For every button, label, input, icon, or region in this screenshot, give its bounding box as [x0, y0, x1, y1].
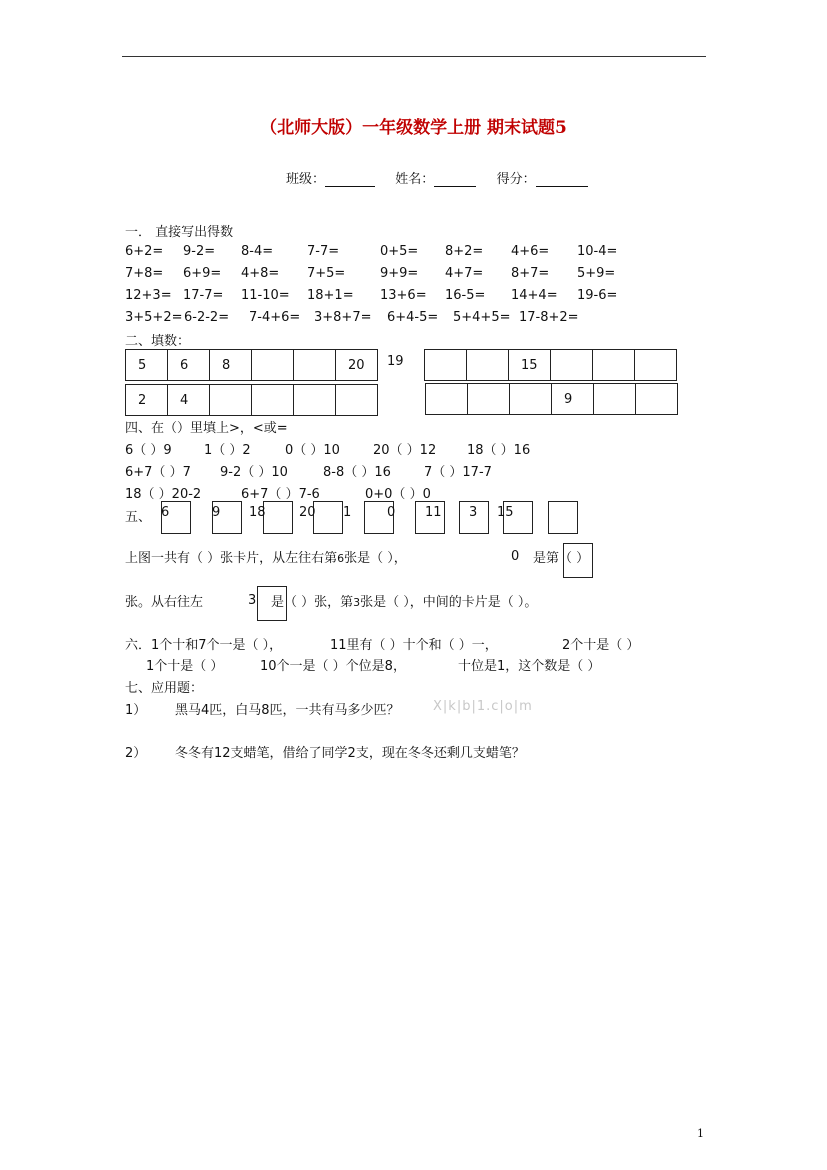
- grid-cell[interactable]: [252, 350, 294, 381]
- grid-cell[interactable]: 4: [168, 385, 210, 416]
- card-number: 11: [425, 505, 442, 520]
- grid-cell[interactable]: [593, 350, 635, 381]
- grid-cell[interactable]: [252, 385, 294, 416]
- grid-cell[interactable]: 15: [509, 350, 551, 381]
- score-label: 得分：: [496, 172, 536, 187]
- arith-problem: 8-4=: [241, 244, 274, 259]
- comparison-item: 1（ ）2: [204, 443, 251, 458]
- card-box: [263, 501, 293, 534]
- arith-problem: 17-7=: [183, 288, 224, 303]
- s5-line1-text-c: 是第（ ）: [533, 551, 590, 566]
- arith-problem: 3+8+7=: [314, 310, 372, 325]
- grid-cell[interactable]: [467, 350, 509, 381]
- arith-problem: 11-10=: [241, 288, 290, 303]
- arith-problem: 14+4=: [511, 288, 558, 303]
- q2-number: 2）: [125, 746, 147, 761]
- s6-line1-b: 11里有（ ）十个和（ ）一，: [330, 638, 498, 653]
- grid-cell[interactable]: [551, 350, 593, 381]
- arith-problem: 5+4+5=: [453, 310, 511, 325]
- grid-cell[interactable]: [510, 384, 552, 415]
- name-label: 姓名：: [395, 172, 435, 187]
- section7-heading: 七、应用题：: [125, 681, 204, 696]
- comparison-item: 0（ ）10: [285, 443, 340, 458]
- page-title: （北师大版）一年级数学上册 期末试题5: [260, 118, 567, 138]
- grid-cell[interactable]: 9: [552, 384, 594, 415]
- grid-cell[interactable]: [294, 350, 336, 381]
- grid-cell[interactable]: 2: [126, 385, 168, 416]
- arith-problem: 5+9=: [577, 266, 616, 281]
- arith-problem: 7+5=: [307, 266, 346, 281]
- section5-label: 五、: [125, 510, 152, 525]
- s5-box-a: [563, 543, 593, 578]
- s6-line2-c: 十位是1，这个数是（ ）: [458, 659, 601, 674]
- comparison-item: 18（ ）16: [467, 443, 531, 458]
- arith-problem: 7-4+6=: [249, 310, 301, 325]
- score-blank[interactable]: [536, 172, 588, 187]
- comparison-item: 18（ ）20-2: [125, 487, 202, 502]
- grid-cell[interactable]: [636, 384, 678, 415]
- arith-problem: 9-2=: [183, 244, 216, 259]
- card-number: 20: [299, 505, 316, 520]
- section4-heading: 四、在（）里填上>，<或=: [125, 421, 288, 436]
- s5-line1-text-b: 张是（ ），: [344, 551, 407, 566]
- s6-line2-a: 1个十是（ ）: [146, 659, 224, 674]
- page-number: 1: [697, 1127, 704, 1140]
- class-label: 班级：: [286, 172, 326, 187]
- number-grid-4: [425, 383, 678, 415]
- comparison-item: 9-2（ ）10: [220, 465, 288, 480]
- number-grid-2: [424, 349, 677, 381]
- grid-cell[interactable]: 5: [126, 350, 168, 381]
- card-box: [313, 501, 343, 534]
- s5-line2-text-a: 张。从右往左: [125, 595, 204, 610]
- class-blank[interactable]: [325, 172, 375, 187]
- card-number: 18: [249, 505, 266, 520]
- s5-line2-text-b: 是（ ）张，第: [271, 595, 354, 610]
- grid1-after-number: 19: [387, 354, 404, 369]
- arith-problem: 6+4-5=: [387, 310, 439, 325]
- s5-line1-text-a: 上图一共有（ ）张卡片，从左往右第: [125, 551, 338, 566]
- section2-heading: 二、填数：: [125, 334, 191, 349]
- section5-line1: [125, 547, 407, 566]
- q1-number: 1）: [125, 703, 147, 718]
- arith-problem: 13+6=: [380, 288, 427, 303]
- grid-cell[interactable]: [294, 385, 336, 416]
- comparison-item: 8-8（ ）16: [323, 465, 391, 480]
- comparison-item: 6（ ）9: [125, 443, 172, 458]
- s5-line2-num: 3: [248, 593, 257, 608]
- q2-text: 冬冬有12支蜡笔，借给了同学2支，现在冬冬还剩几支蜡笔？: [175, 746, 525, 761]
- card-box: [548, 501, 578, 534]
- s5-line2-num2: 3: [353, 596, 361, 609]
- grid-cell[interactable]: 6: [168, 350, 210, 381]
- card-number: 9: [212, 505, 221, 520]
- s5-line1-num: 6: [337, 552, 345, 565]
- arith-problem: 18+1=: [307, 288, 354, 303]
- arith-problem: 12+3=: [125, 288, 172, 303]
- arith-problem: 4+8=: [241, 266, 280, 281]
- grid-cell[interactable]: [210, 385, 252, 416]
- card-number: 0: [387, 505, 396, 520]
- arith-problem: 16-5=: [445, 288, 486, 303]
- arith-problem: 17-8+2=: [519, 310, 579, 325]
- s6-line1-c: 2个十是（ ）: [562, 638, 640, 653]
- card-number: 6: [161, 505, 170, 520]
- arith-problem: 4+7=: [445, 266, 484, 281]
- section5-line2: [271, 591, 537, 610]
- arith-problem: 6+2=: [125, 244, 164, 259]
- grid-cell[interactable]: [635, 350, 677, 381]
- grid-cell[interactable]: [425, 350, 467, 381]
- card-number: 15: [497, 505, 514, 520]
- arith-problem: 7-7=: [307, 244, 340, 259]
- arith-problem: 4+6=: [511, 244, 550, 259]
- s6-line1-a: 六．1个十和7个一是（ ），: [125, 638, 283, 653]
- info-line: [286, 168, 588, 187]
- section1-heading: 一． 直接写出得数: [125, 225, 234, 240]
- comparison-item: 6+7（ ）7-6: [241, 487, 320, 502]
- arith-problem: 10-4=: [577, 244, 618, 259]
- grid-cell[interactable]: [426, 384, 468, 415]
- name-blank[interactable]: [434, 172, 476, 187]
- s5-line1-zero: 0: [511, 549, 520, 564]
- s5-line2-text-c: 张是（ ），中间的卡片是（ ）。: [360, 595, 538, 610]
- comparison-item: 0+0（ ）0: [365, 487, 431, 502]
- grid-cell[interactable]: [594, 384, 636, 415]
- card-number: 1: [343, 505, 352, 520]
- arith-problem: 6+9=: [183, 266, 222, 281]
- comparison-item: 6+7（ ）7: [125, 465, 191, 480]
- number-grid-3: [125, 384, 378, 416]
- grid-cell[interactable]: 8: [210, 350, 252, 381]
- s6-line2-b: 10个一是（ ）个位是8，: [260, 659, 406, 674]
- q1-text: 黑马4匹，白马8匹，一共有马多少匹？: [175, 703, 400, 718]
- grid-cell[interactable]: [336, 385, 378, 416]
- header-rule: [122, 56, 706, 57]
- arith-problem: 9+9=: [380, 266, 419, 281]
- grid-cell[interactable]: 20: [336, 350, 378, 381]
- arith-problem: 6-2-2=: [184, 310, 230, 325]
- card-number: 3: [469, 505, 478, 520]
- comparison-item: 20（ ）12: [373, 443, 437, 458]
- arith-problem: 7+8=: [125, 266, 164, 281]
- number-grid-1: [125, 349, 378, 381]
- arith-problem: 0+5=: [380, 244, 419, 259]
- arith-problem: 19-6=: [577, 288, 618, 303]
- arith-problem: 8+7=: [511, 266, 550, 281]
- arith-problem: 3+5+2=: [125, 310, 183, 325]
- watermark: X|k|b|1.c|o|m: [433, 699, 533, 714]
- comparison-item: 7（ ）17-7: [424, 465, 492, 480]
- grid-cell[interactable]: [468, 384, 510, 415]
- arith-problem: 8+2=: [445, 244, 484, 259]
